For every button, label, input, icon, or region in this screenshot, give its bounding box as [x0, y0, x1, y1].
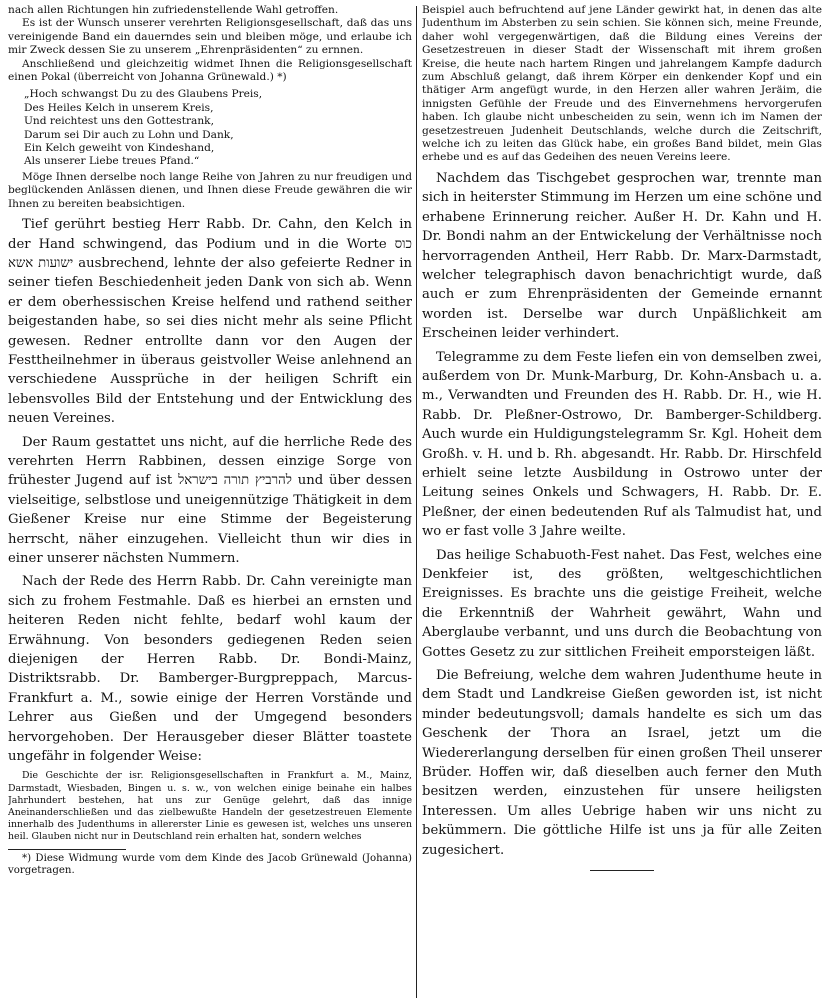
left-column [8, 4, 412, 878]
paragraph: Nachdem das Tischgebet gesprochen war, trennte man sich in heiterster Stimmung im Herzen um eine schöne und erhabene Erinnerung reicher. Außer H. Dr. Kahn und H. Dr. Bondi nahm an der Entwickelung der Verhältnisse noch hervorragenden Antheil, Herr Rabb. Dr. Marx-Darmstadt, welcher telegraphisch davon benachrichtigt wurde, daß auch er zum Ehrenpräsidenten der Gemeinde ernannt worden ist. Derselbe war durch Unpäßlichkeit am Erscheinen leider verhindert. [422, 170, 822, 342]
poem-line: Des Heiles Kelch in unserem Kreis, [24, 101, 214, 114]
footnote-divider [8, 849, 126, 850]
paragraph: Die Befreiung, welche dem wahren Judenthume heute in dem Stadt und Landkreise Gießen geworden ist, ist nicht minder bedeutungsvoll; damals handelte es sich um das Geschenk der Thora an Israel, jetzt um die Wiedererlangung derselben für einen großen Theil unserer Brüder. Hoffen wir, daß dieselben auch ferner den Muth besitzen werden, einzustehen für unsere heiligsten Interessen. Um alles Uebrige haben wir uns nicht zu bekümmern. Die göttliche Hilfe ist uns ja für alle Zeiten zugesichert. [422, 668, 822, 858]
paragraph: Es ist der Wunsch unserer verehrten Religionsgesellschaft, daß das uns vereinigende Band ein dauerndes sein und bleiben möge, und erlaube ich mir Zweck dessen Sie zu unserem „Ehrenpräsidenten“ zu ernnen. [8, 17, 412, 57]
paragraph: Das heilige Schabuoth-Fest nahet. Das Fest, welches eine Denkfeier ist, des größten, weltgeschichtlichen Ereignisses. Es brachte uns die geistige Freiheit, welche die Erkenntniß der Wahrheit gewährt, Wahn und Aberglaube verbannt, und uns durch die Beobachtung von Gottes Gesetz zu zur sittlichen Freiheit emporsteigen läßt. [422, 547, 822, 660]
toast-paragraph: Die Geschichte der isr. Religionsgesellschaften in Frankfurt a. M., Mainz, Darmstadt, Wiesbaden, Bingen u. s. w., von welchen einige beinahe ein halbes Jahrhundert bestehen, hat uns zur Genüge gelehrt, daß das innige Aneinanderschließen und das zielbewußte Handeln der gesetzestreuen Elemente innerhalb des Judenthums in allererster Linie es gewesen ist, welches uns unseren heil. Glauben nicht nur in Deutschland rein erhalten hat, sondern welches [8, 770, 412, 843]
end-rule [590, 870, 654, 871]
footnote: *) Diese Widmung wurde vom dem Kinde des Jacob Grünewald (Johanna) vorgetragen. [8, 852, 412, 877]
poem-line: Ein Kelch geweiht von Kindeshand, [24, 142, 215, 155]
paragraph: Beispiel auch befruchtend auf jene Länder gewirkt hat, in denen das alte Judenthum im Absterben zu sein schien. Sie können sich, meine Freunde, daher wohl vergegenwärtigen, daß die Bildung eines Vereins der Gesetzestreuen in dieser Stadt der Wissenschaft mit ihrem großen Kreise, die heute nach hartem Ringen und jahrelangem Kampfe dadurch zum Abschluß gelangt, daß ihrem Körper ein denkender Kopf und ein thätiger Arm angefügt wurde, in den Herzen aller wahren Jeräim, die innigsten Gefühle der Freude und des Einvernehmens hervorgerufen haben. Ich glaube nicht unbescheiden zu sein, wenn ich im Namen der gesetzestreuen Judenheit Deutschlands, welche durch die Zeitschrift, welche ich zu leiten das Glück habe, ein großes Band bildet, mein Glas erhebe und es auf das Gedeihen des neuen Vereins leere. [422, 4, 822, 164]
paragraph: Anschließend und gleichzeitig widmet Ihnen die Religionsgesellschaft einen Pokal (überreicht von Johanna Grünewald.) *) [8, 57, 412, 84]
paragraph: Möge Ihnen derselbe noch lange Reihe von Jahren zu nur freudigen und beglückenden Anlässen dienen, und Ihnen diese Freude gewähren die wir Ihnen zu bereiten beabsichtigen. [8, 170, 412, 210]
paragraph: Der Raum gestattet uns nicht, auf die herrliche Rede des verehrten Herrn Rabbinen, dessen einzige Sorge von frühester Jugend auf ist להרביץ תורה בישראל und über dessen vielseitige, selbstlose und uneigennützige Thätigkeit in dem Gießener Kreise nur eine Stimme der Begeisterung herrscht, näher einzugehen. Vielleicht thun wir dies in einer unserer nächsten Nummern. [8, 434, 412, 566]
column-divider [416, 6, 417, 998]
paragraph: Nach der Rede des Herrn Rabb. Dr. Cahn vereinigte man sich zu frohem Festmahle. Daß es hierbei an ernsten und heiteren Reden nicht fehlte, bedarf wohl kaum der Erwähnung. Von besonders gediegenen Reden seien diejenigen der Herren Rabb. Dr. Bondi-Mainz, Distriktsrabb. Dr. Bamberger-Burgpreppach, Marcus-Frankfurt a. M., sowie einige der Herren Vorstände und Lehrer aus Gießen und der Umgegend besonders hervorgehoben. Der Herausgeber dieser Blätter toastete ungefähr in folgender Weise: [8, 574, 412, 765]
poem-line: Als unserer Liebe treues Pfand.“ [24, 155, 200, 168]
poem-line: „Hoch schwangst Du zu des Glaubens Preis, [24, 88, 263, 101]
poem-line: Darum sei Dir auch zu Lohn und Dank, [24, 128, 234, 141]
dedication-poem [24, 88, 412, 168]
paragraph: Telegramme zu dem Feste liefen ein von demselben zwei, außerdem von Dr. Munk-Marburg, Dr. Kohn-Ansbach u. a. m., Verwandten und Freunden des H. Rabb. Dr. H., wie H. Rabb. Dr. Pleßner-Ostrowo, Dr. Bamberger-Schildberg. Auch wurde ein Huldigungstelegramm Sr. Kgl. Hoheit dem Großh. v. H. und b. Rh. abgesandt. Hr. Rabb. Dr. Hirschfeld erhielt seine letzte Ausbildung in Ostrowo unter der Leitung seines Onkels und Schwagers, H. Rabb. Dr. E. Pleßner, der einen bedeutenden Ruf als Talmudist hat, und wo er fast volle 3 Jahre weilte. [422, 349, 822, 540]
paragraph: nach allen Richtungen hin zufriedenstellende Wahl getroffen. [8, 4, 339, 16]
right-column [422, 4, 822, 871]
poem-line: Und reichtest uns den Gottestrank, [24, 115, 214, 128]
paragraph: Tief gerührt bestieg Herr Rabb. Dr. Cahn, den Kelch in der Hand schwingend, das Podium und in die Worte כוס ישועות אשא ausbrechend, lehnte der also gefeierte Redner in seiner tiefen Beschiedenheit jeden Dank von sich ab. Wenn er dem oberhessischen Kreise helfend und rathend seither beigestanden habe, so sei dies nicht mehr als seine Pflicht gewesen. Redner entrollte dann vor den Augen der Festtheilnehmer in überaus geistvoller Weise anlehnend an verschiedene Aussprüche in der heiligen Schrift ein lebensvolles Bild der Entstehung und der Entwicklung des neuen Vereines. [8, 217, 412, 427]
